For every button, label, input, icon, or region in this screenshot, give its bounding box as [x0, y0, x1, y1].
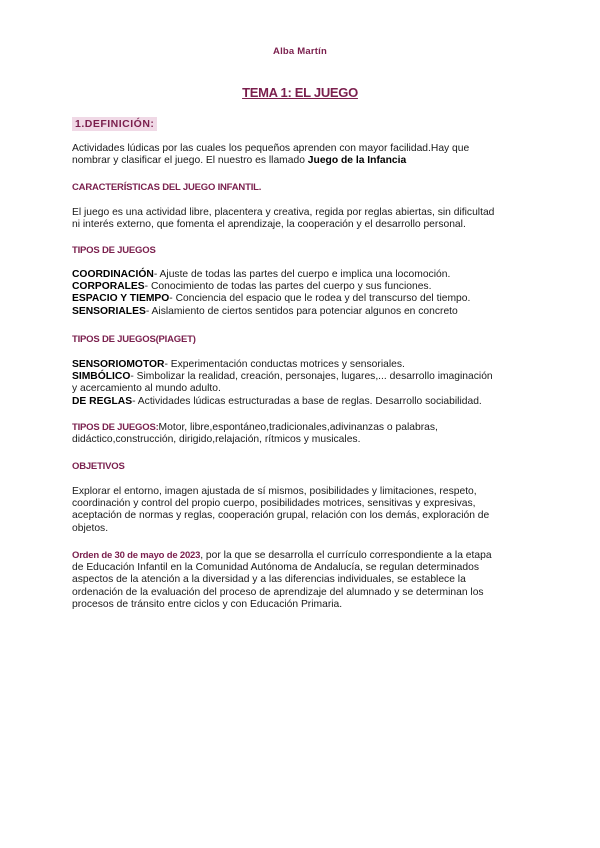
tipo-term: SENSORIALES — [72, 305, 146, 317]
caracteristicas-paragraph — [72, 207, 532, 231]
orden-heading: Orden de 30 de mayo de 2023 — [72, 550, 201, 561]
tipo-text: - Conocimiento de todas las partes del cuerpo y sus funciones. — [144, 281, 432, 293]
tipo-item — [72, 293, 532, 305]
piaget-term: DE REGLAS — [72, 395, 133, 407]
tipo-text: - Conciencia del espacio que le rodea y del transcurso del tiempo. — [169, 293, 471, 305]
piaget-heading: TIPOS DE JUEGOS(PIAGET) — [72, 334, 196, 345]
tipos-heading: TIPOS DE JUEGOS — [72, 245, 156, 256]
piaget-item — [72, 371, 532, 383]
tipo-item — [72, 281, 532, 293]
definicion-line-1: Actividades lúdicas por las cuales los pequeños aprenden con mayor facilidad.Hay que — [72, 143, 470, 154]
definicion-line-2-text: nombrar y clasificar el juego. El nuestro es llamado — [72, 155, 308, 167]
tipo-text: - Ajuste de todas las partes del cuerpo e implica una locomoción. — [153, 269, 451, 280]
objetivos-line: Explorar el entorno, imagen ajustada de sí mismos, posibilidades y limitaciones, respeto, — [72, 486, 477, 497]
orden-line-1 — [72, 550, 532, 562]
tipo-text: - Aislamiento de ciertos sentidos para potenciar algunos en concreto — [145, 305, 458, 317]
tipos2-line-2: didáctico,construcción, dirigido,relajación, rítmicos y musicales. — [72, 434, 361, 446]
piaget-item — [72, 396, 532, 408]
objetivos-heading: OBJETIVOS — [72, 461, 125, 472]
orden-line: de Educación Infantil en la Comunidad Autónoma de Andalucía, se regulan determinados — [72, 562, 480, 574]
objetivos-line: coordinación y control del propio cuerpo, posibilidades motrices, sensitivas y expresivas, — [72, 498, 476, 510]
caracteristicas-heading: CARACTERÍSTICAS DEL JUEGO INFANTIL. — [72, 182, 262, 193]
piaget-text: - Simbolizar la realidad, creación, personajes, lugares,... desarrollo imaginación — [130, 371, 493, 383]
author-name: Alba Martín — [273, 46, 327, 57]
objetivos-line: objetos. — [72, 522, 109, 534]
definicion-line-2 — [72, 155, 532, 167]
piaget-text: - Actividades lúdicas estructuradas a base de reglas. Desarrollo sociabilidad. — [132, 395, 482, 407]
tipo-term: CORPORALES — [72, 281, 145, 293]
caracteristicas-line-2: ni interés externo, que fomenta el aprendizaje, la cooperación y el desarrollo personal. — [72, 219, 466, 231]
tipos2-heading: TIPOS DE JUEGOS: — [72, 422, 159, 433]
piaget-term: SENSORIOMOTOR — [72, 359, 165, 370]
orden-line: procesos de tránsito entre ciclos y con Educación Primaria. — [72, 598, 343, 610]
caracteristicas-line-1: El juego es una actividad libre, placentera y creativa, regida por reglas abiertas, sin dificultad — [72, 207, 495, 218]
definicion-heading: 1.DEFINICIÓN: — [72, 117, 157, 131]
definicion-paragraph — [72, 143, 532, 167]
piaget-text: - Experimentación conductas motrices y sensoriales. — [164, 359, 405, 370]
objetivos-paragraph — [72, 486, 532, 535]
tipos-list — [72, 269, 532, 318]
piaget-item — [72, 359, 532, 371]
tipos2-paragraph — [72, 422, 532, 446]
piaget-list — [72, 359, 532, 408]
juego-infancia-term: Juego de la Infancia — [307, 155, 407, 167]
orden-line: ordenación de la evaluación del proceso de aprendizaje del alumnado y se determinan los — [72, 586, 484, 598]
tipo-item — [72, 306, 532, 318]
orden-line-1-text: , por la que se desarrolla el currículo correspondiente a la etapa — [200, 550, 492, 561]
orden-paragraph — [72, 550, 532, 611]
piaget-item-continuation: y acercamiento al mundo adulto. — [72, 383, 221, 395]
tipo-item — [72, 269, 532, 281]
tipo-term: COORDINACIÓN — [72, 269, 154, 280]
tipo-term: ESPACIO Y TIEMPO — [72, 293, 170, 305]
piaget-term: SIMBÓLICO — [72, 371, 131, 383]
orden-line: aspectos de la atención a la diversidad y a las diferencias individuales, se establece la — [72, 574, 466, 586]
tipos2-text: Motor, libre,espontáneo,tradicionales,adivinanzas o palabras, — [158, 422, 438, 433]
page-title: TEMA 1: EL JUEGO — [242, 85, 358, 100]
tipos2-line-1 — [72, 422, 532, 434]
objetivos-line: aceptación de normas y reglas, cooperación grupal, relación con los demás, exploración de — [72, 510, 490, 522]
